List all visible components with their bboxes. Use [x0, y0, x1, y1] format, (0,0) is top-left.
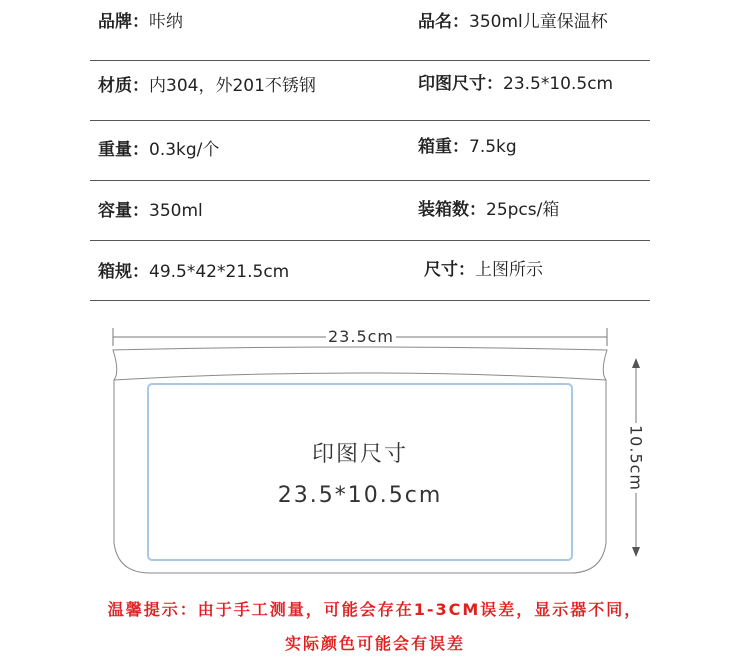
- spec-cell-weight: [98, 140, 219, 160]
- print-area-size: 23.5*10.5cm: [277, 483, 443, 508]
- spec-cell-material: [98, 76, 316, 96]
- spec-label: 品牌：: [98, 12, 149, 32]
- print-area-frame: [148, 384, 572, 560]
- spec-label: 箱重：: [418, 137, 469, 157]
- spec-cell-product-name: [418, 12, 608, 32]
- spec-label: 印图尺寸：: [418, 74, 503, 94]
- spec-value: 7.5kg: [469, 137, 517, 157]
- spec-row: [90, 240, 650, 301]
- spec-label: 容量：: [98, 201, 149, 221]
- spec-value: 23.5*10.5cm: [503, 74, 614, 94]
- spec-value: 0.3kg/个: [149, 140, 220, 160]
- spec-row: [90, 0, 650, 61]
- spec-label: 尺寸：: [424, 260, 475, 280]
- spec-row: [90, 120, 650, 181]
- spec-value: 49.5*42*21.5cm: [149, 262, 290, 282]
- spec-cell-brand: [98, 12, 183, 32]
- print-area-title: 印图尺寸: [311, 442, 408, 467]
- arrow-up-icon: [632, 358, 640, 368]
- width-dimension-label: 23.5cm: [328, 327, 395, 346]
- spec-cell-box-weight: [418, 137, 517, 157]
- height-dimension-label: 10.5cm: [626, 424, 646, 492]
- spec-row: [90, 60, 650, 121]
- spec-value: 上图所示: [475, 260, 543, 280]
- spec-value: 咔纳: [149, 12, 183, 32]
- spec-cell-print-size: [418, 74, 613, 94]
- spec-value: 350ml: [149, 201, 203, 221]
- notice-line-2: 实际颜色可能会有误差: [284, 634, 465, 653]
- spec-cell-pack-count: [418, 200, 559, 220]
- spec-value: 内304，外201不锈钢: [149, 76, 316, 96]
- spec-label: 材质：: [98, 76, 149, 96]
- spec-cell-capacity: [98, 201, 203, 221]
- spec-value: 350ml儿童保温杯: [469, 12, 608, 32]
- print-area-diagram: [0, 300, 750, 590]
- spec-label: 重量：: [98, 140, 149, 160]
- spec-label: 装箱数：: [418, 200, 486, 220]
- spec-table: [90, 0, 650, 300]
- spec-label: 品名：: [418, 12, 469, 32]
- notice-line-1: 温馨提示：由于手工测量，可能会存在1-3CM误差，显示器不同，: [107, 600, 643, 619]
- spec-cell-dimensions: [424, 260, 543, 280]
- arrow-down-icon: [632, 547, 640, 557]
- spec-value: 25pcs/箱: [486, 200, 560, 220]
- spec-cell-box-size: [98, 262, 289, 282]
- spec-row: [90, 180, 650, 241]
- spec-label: 箱规：: [98, 262, 149, 282]
